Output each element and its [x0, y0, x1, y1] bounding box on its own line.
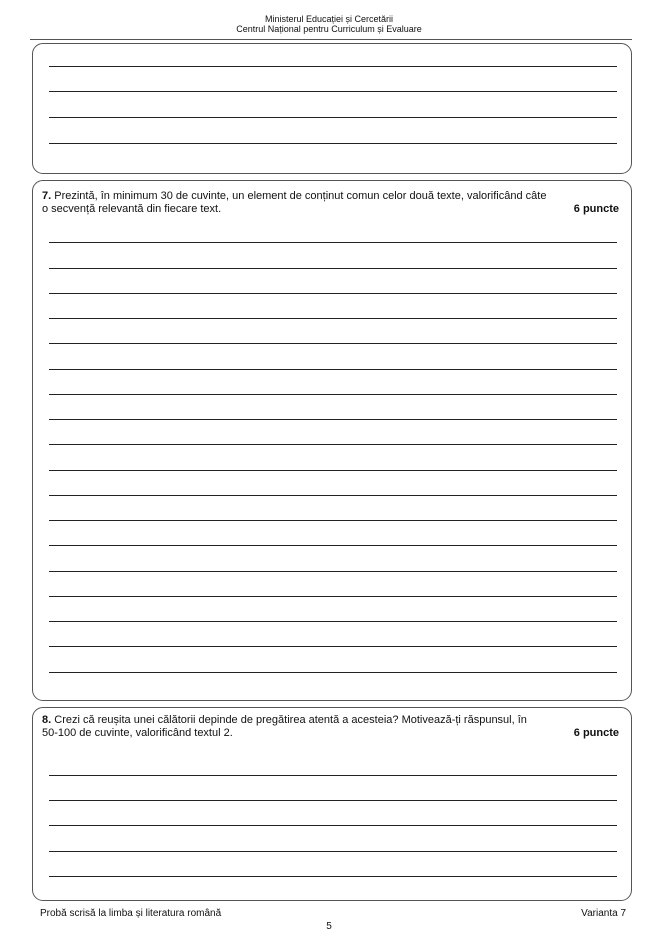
answer-line	[49, 775, 617, 776]
answer-line	[49, 242, 617, 243]
header-ministry: Ministerul Educației și Cercetării	[264, 14, 394, 24]
answer-line	[49, 444, 617, 445]
header-center: Centrul Național pentru Curriculum și Evaluare	[236, 24, 422, 34]
footer-exam-title: Probă scrisă la limba și literatura română	[40, 908, 222, 919]
question-7-number: 7.	[42, 190, 52, 202]
answer-line	[49, 825, 617, 826]
answer-line	[49, 394, 617, 395]
answer-line	[49, 621, 617, 622]
question-8-number: 8.	[42, 714, 52, 726]
answer-line	[49, 646, 617, 647]
question-7-line1: Prezintă, în minimum 30 de cuvinte, un element de conținut comun celor două texte, valorificând câte	[51, 190, 547, 202]
question-7-text	[42, 190, 619, 216]
answer-line	[49, 117, 617, 118]
answer-line	[49, 495, 617, 496]
answer-line	[49, 419, 617, 420]
question-8-line1: Crezi că reușita unei călătorii depinde de pregătirea atentă a acesteia? Motivează-ți răspunsul, în	[51, 714, 527, 726]
question-7-line2: o secvență relevantă din fiecare text.	[42, 203, 222, 215]
question-7-box	[32, 180, 632, 701]
answer-line	[49, 293, 617, 294]
page-number: 5	[326, 921, 332, 932]
answer-line	[49, 369, 617, 370]
footer-variant: Varianta 7	[581, 908, 626, 919]
answer-line	[49, 91, 617, 92]
answer-line	[49, 571, 617, 572]
answer-line	[49, 318, 617, 319]
header-rule	[30, 39, 632, 40]
answer-line	[49, 851, 617, 852]
answer-line	[49, 143, 617, 144]
answer-line	[49, 520, 617, 521]
answer-line	[49, 470, 617, 471]
question-8-line2: 50-100 de cuvinte, valorificând textul 2.	[42, 727, 233, 739]
page-header	[0, 14, 658, 34]
answer-line	[49, 876, 617, 877]
answer-line	[49, 268, 617, 269]
answer-line	[49, 672, 617, 673]
answer-line	[49, 596, 617, 597]
question-8-box	[32, 707, 632, 901]
answer-line	[49, 545, 617, 546]
answer-box-question-6-continued	[32, 43, 632, 174]
question-8-text	[42, 714, 619, 740]
answer-line	[49, 343, 617, 344]
answer-line	[49, 66, 617, 67]
question-8-points: 6 puncte	[573, 727, 619, 739]
answer-line	[49, 800, 617, 801]
question-7-points: 6 puncte	[573, 203, 619, 215]
